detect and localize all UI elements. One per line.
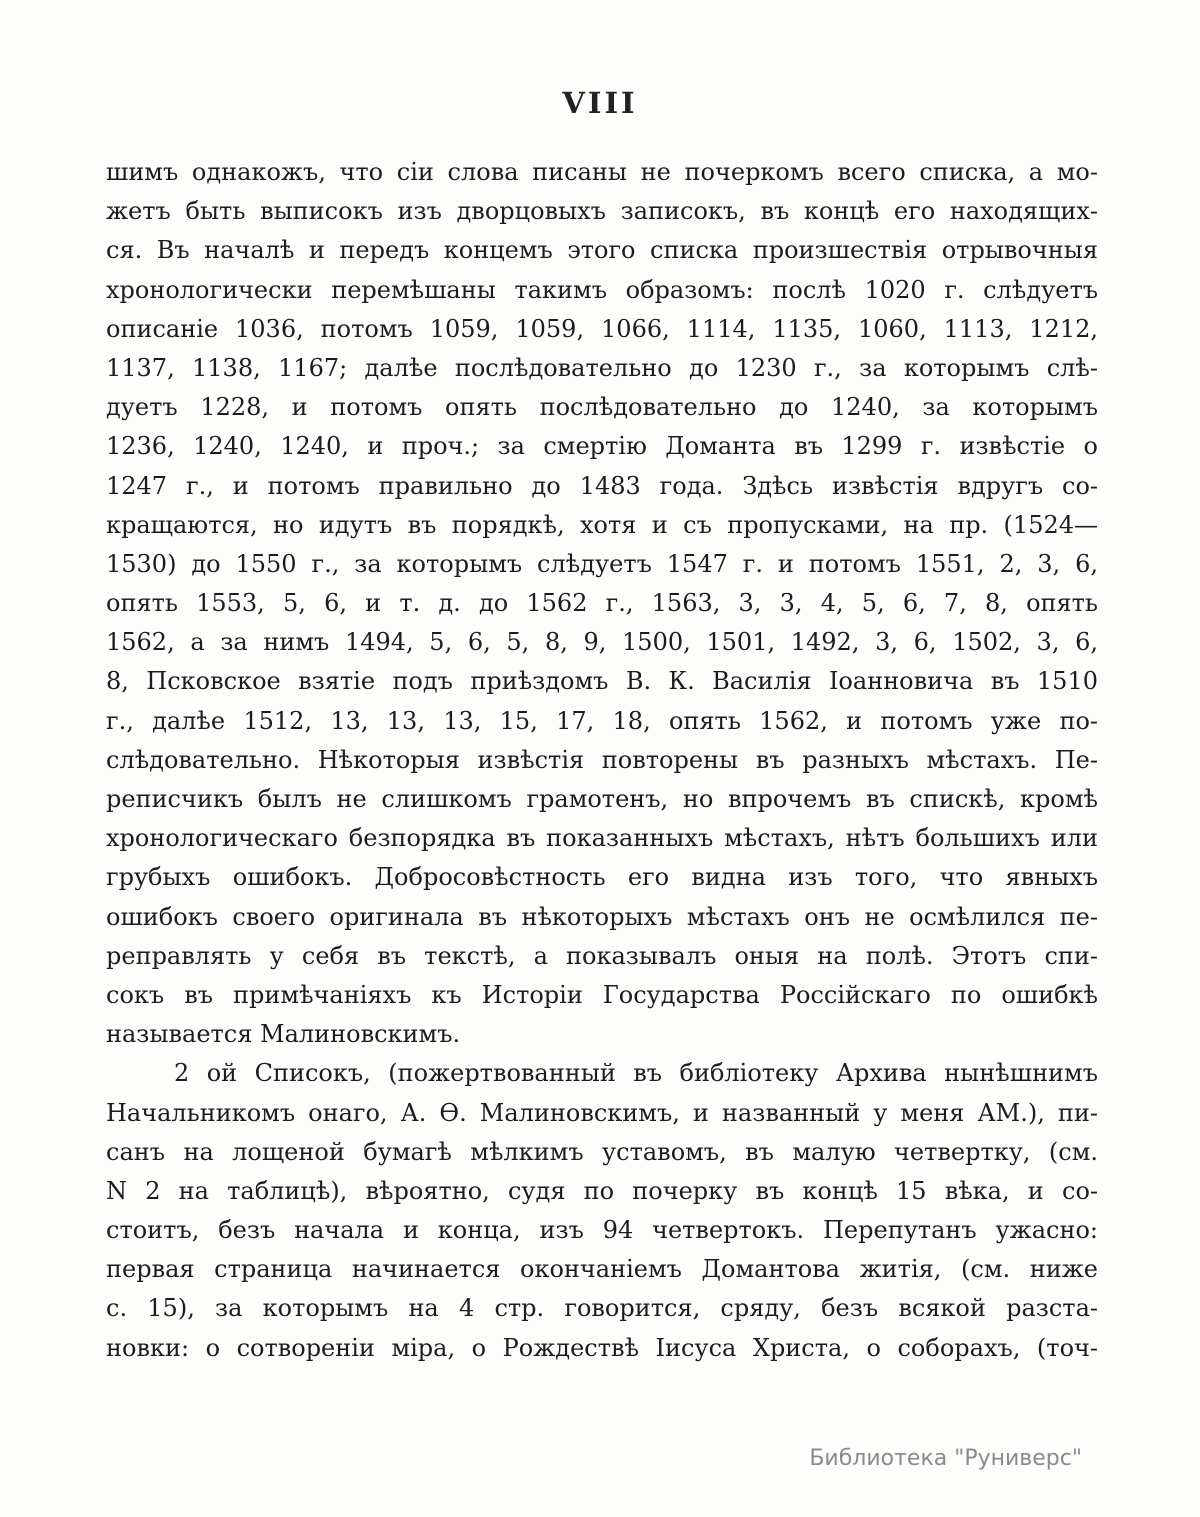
text-line: 1530) до 1550 г., за которымъ слѣдуетъ 1547 г. и потомъ 1551, 2, 3, 6, [106,549,1098,578]
text-line: опять 1553, 5, 6, и т. д. до 1562 г., 1563, 3, 3, 4, 5, 6, 7, 8, опять [106,589,1098,618]
text-line: слѣдовательно. Нѣкоторыя извѣстія повторены въ разныхъ мѣстахъ. Пе- [106,745,1098,774]
text-block [106,153,1098,1368]
text-line: ошибокъ своего оригинала въ нѣкоторыхъ мѣстахъ онъ не осмѣлился пе- [106,902,1098,931]
text-line: 8, Псковское взятіе подъ приѣздомъ В. К. Василія Іоанновича въ 1510 [106,667,1098,696]
text-line: 1562, а за нимъ 1494, 5, 6, 5, 8, 9, 1500, 1501, 1492, 3, 6, 1502, 3, 6, [106,628,1098,657]
watermark: Библиотека "Руниверс" [809,1446,1082,1471]
text-line: шимъ однакожъ, что сіи слова писаны не почеркомъ всего списка, а мо- [106,158,1098,186]
text-line: г., далѣе 1512, 13, 13, 13, 15, 17, 18, опять 1562, и потомъ уже по- [106,706,1098,735]
page-number: VIII [562,86,638,120]
text-line: 2 ой Списокъ, (пожертвованный въ библіотеку Архива нынѣшнимъ [174,1059,1098,1088]
text-line: хронологически перемѣшаны такимъ образомъ: послѣ 1020 г. слѣдуетъ [106,275,1098,304]
text-line: 1137, 1138, 1167; далѣе послѣдовательно до 1230 г., за которымъ слѣ- [106,353,1098,382]
text-line: ся. Въ началѣ и передъ концемъ этого списка произшествія отрывочныя [106,236,1098,265]
text-line: новки: о сотвореніи міра, о Рождествѣ Іисуса Христа, о соборахъ, (точ- [106,1333,1098,1362]
text-line: сокъ въ примѣчаніяхъ къ Исторіи Государства Россійскаго по ошибкѣ [106,980,1098,1009]
text-line: стоитъ, безъ начала и конца, изъ 94 четвертокъ. Перепутанъ ужасно: [106,1216,1098,1245]
text-line: жетъ быть выписокъ изъ дворцовыхъ записокъ, въ концѣ его находящих- [106,197,1098,226]
text-line: называется Малиновскимъ. [106,1020,461,1049]
text-line: санъ на лощеной бумагѣ мѣлкимъ уставомъ, въ малую четвертку, (см. [106,1137,1098,1166]
text-line: реписчикъ былъ не слишкомъ грамотенъ, но впрочемъ въ спискѣ, кромѣ [106,785,1098,813]
text-line: первая страница начинается окончаніемъ Домантова житія, (см. ниже [106,1255,1098,1284]
text-line: реправлять у себя въ текстѣ, а показывалъ оныя на полѣ. Этотъ спи- [106,941,1098,970]
text-line: 1247 г., и потомъ правильно до 1483 года. Здѣсь извѣстія вдругъ со- [106,471,1098,500]
text-line: 1236, 1240, 1240, и проч.; за смертію Доманта въ 1299 г. извѣстіе о [106,432,1098,461]
text-line: хронологическаго безпорядка въ показанныхъ мѣстахъ, нѣтъ большихъ или [106,824,1098,853]
text-line: Начальникомъ онаго, А. Ѳ. Малиновскимъ, и названный у меня АМ.), пи- [106,1098,1098,1127]
text-line: описаніе 1036, потомъ 1059, 1059, 1066, 1114, 1135, 1060, 1113, 1212, [106,314,1098,343]
text-line: N 2 на таблицѣ), вѣроятно, судя по почерку въ концѣ 15 вѣка, и со- [106,1176,1098,1205]
text-line: дуетъ 1228, и потомъ опять послѣдовательно до 1240, за которымъ [106,393,1098,422]
text-line: с. 15), за которымъ на 4 стр. говорится, сряду, безъ всякой разста- [106,1294,1098,1323]
text-line: кращаются, но идутъ въ порядкѣ, хотя и съ пропусками, на пр. (1524— [106,510,1098,539]
text-line: грубыхъ ошибокъ. Добросовѣстность его видна изъ того, что явныхъ [106,863,1098,892]
